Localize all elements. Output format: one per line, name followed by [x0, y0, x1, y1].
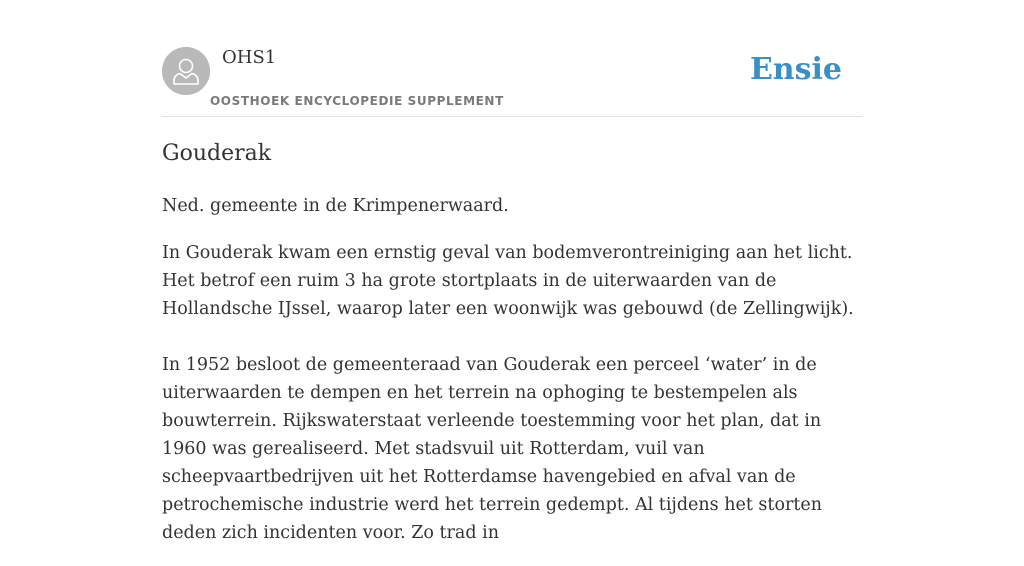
- article-paragraph: Ned. gemeente in de Krimpenerwaard.: [162, 196, 509, 216]
- article-paragraph: In 1952 besloot de gemeenteraad van Gouderak een perceel ‘water’ in de uiterwaarden te dempen en het terrein na ophoging te bestempelen als bouwterrein. Rijkswaterstaat verleende toestemming voor het plan, dat in 1960 was gerealiseerd. Met stadsvuil uit Rotterdam, vuil van scheepvaartbedrijven uit het Rotterdamse havengebied en afval van de petrochemische industrie werd het terrein gedempt. Al tijdens het storten deden zich incidenten voor. Zo trad in: [162, 355, 823, 543]
- article-title: Gouderak: [162, 141, 272, 166]
- source-label[interactable]: OOSTHOEK ENCYCLOPEDIE SUPPLEMENT: [210, 94, 504, 108]
- author-name[interactable]: OHS1: [222, 47, 277, 68]
- header: [162, 0, 862, 117]
- brand-logo[interactable]: Ensie: [749, 52, 842, 87]
- article-paragraph: In Gouderak kwam een ernstig geval van bodemverontreiniging aan het licht. Het betrof een ruim 3 ha grote stortplaats in de uiterwaarden van de Hollandsche IJssel, waarop later een woonwijk was gebouwd (de Zellingwijk).: [162, 243, 854, 319]
- article-body: [162, 192, 864, 566]
- user-avatar-icon[interactable]: [162, 47, 210, 95]
